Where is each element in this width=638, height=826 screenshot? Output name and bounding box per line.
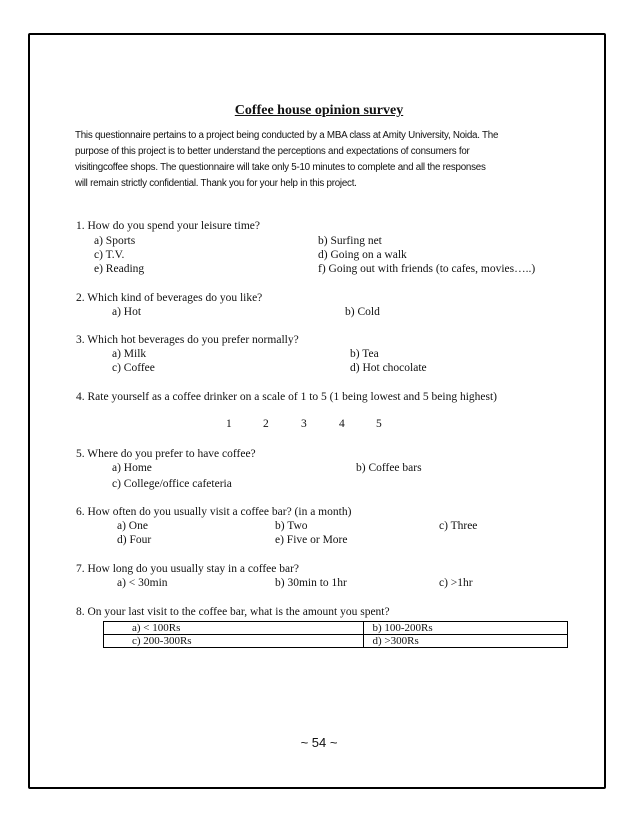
q8-option-a[interactable]: a) < 100Rs	[104, 622, 364, 635]
q5-option-b[interactable]: b) Coffee bars	[356, 462, 422, 474]
intro-line: will remain strictly confidential. Thank you for your help in this project.	[75, 178, 357, 189]
q1-option-e[interactable]: e) Reading	[94, 263, 145, 275]
q4-scale-2[interactable]: 2	[263, 418, 269, 430]
intro-paragraph	[75, 128, 575, 192]
question-3: 3. Which hot beverages do you prefer normally?	[76, 334, 299, 346]
intro-line: This questionnaire pertains to a project being conducted by a MBA class at Amity University, Noida. The	[75, 130, 499, 141]
intro-line: purpose of this project is to better understand the perceptions and expectations of consumers for	[75, 146, 470, 157]
survey-title: Coffee house opinion survey	[234, 103, 404, 118]
q6-option-e[interactable]: e) Five or More	[275, 534, 348, 546]
q1-option-f[interactable]: f) Going out with friends (to cafes, movies…..)	[318, 263, 536, 275]
q6-option-a[interactable]: a) One	[117, 520, 148, 532]
question-4: 4. Rate yourself as a coffee drinker on a scale of 1 to 5 (1 being lowest and 5 being highest)	[76, 391, 498, 403]
q8-option-d[interactable]: d) >300Rs	[364, 635, 568, 648]
q4-scale-3[interactable]: 3	[301, 418, 307, 430]
q3-option-d[interactable]: d) Hot chocolate	[350, 362, 427, 374]
q3-option-b[interactable]: b) Tea	[350, 348, 379, 360]
q1-option-a[interactable]: a) Sports	[94, 235, 136, 247]
question-5: 5. Where do you prefer to have coffee?	[76, 448, 256, 460]
question-8: 8. On your last visit to the coffee bar, what is the amount you spent?	[76, 606, 390, 618]
question-1: 1. How do you spend your leisure time?	[76, 220, 260, 232]
q5-option-a[interactable]: a) Home	[112, 462, 152, 474]
q8-option-b[interactable]: b) 100-200Rs	[364, 622, 568, 635]
table-row	[104, 635, 568, 648]
question-7: 7. How long do you usually stay in a coffee bar?	[76, 563, 300, 575]
q2-option-b[interactable]: b) Cold	[345, 306, 380, 318]
page-number: ~ 54 ~	[300, 735, 338, 750]
q2-option-a[interactable]: a) Hot	[112, 306, 142, 318]
q4-scale-1[interactable]: 1	[226, 418, 232, 430]
q8-option-c[interactable]: c) 200-300Rs	[104, 635, 364, 648]
q3-option-c[interactable]: c) Coffee	[112, 362, 155, 374]
q8-options-table	[103, 621, 568, 648]
q7-option-c[interactable]: c) >1hr	[439, 577, 473, 589]
q4-scale-4[interactable]: 4	[339, 418, 345, 430]
q1-option-d[interactable]: d) Going on a walk	[318, 249, 407, 261]
table-row	[104, 622, 568, 635]
q6-option-d[interactable]: d) Four	[117, 534, 152, 546]
q3-option-a[interactable]: a) Milk	[112, 348, 147, 360]
q7-option-b[interactable]: b) 30min to 1hr	[275, 577, 347, 589]
question-6: 6. How often do you usually visit a coffee bar? (in a month)	[76, 506, 352, 518]
q1-option-b[interactable]: b) Surfing net	[318, 235, 382, 247]
question-2: 2. Which kind of beverages do you like?	[76, 292, 263, 304]
q5-option-c[interactable]: c) College/office cafeteria	[112, 478, 232, 490]
q7-option-a[interactable]: a) < 30min	[117, 577, 168, 589]
q6-option-c[interactable]: c) Three	[439, 520, 478, 532]
intro-line: visitingcoffee shops. The questionnaire will take only 5-10 minutes to complete and all the responses	[75, 162, 486, 173]
q6-option-b[interactable]: b) Two	[275, 520, 308, 532]
q1-option-c[interactable]: c) T.V.	[94, 249, 125, 261]
q4-scale-5[interactable]: 5	[376, 418, 382, 430]
